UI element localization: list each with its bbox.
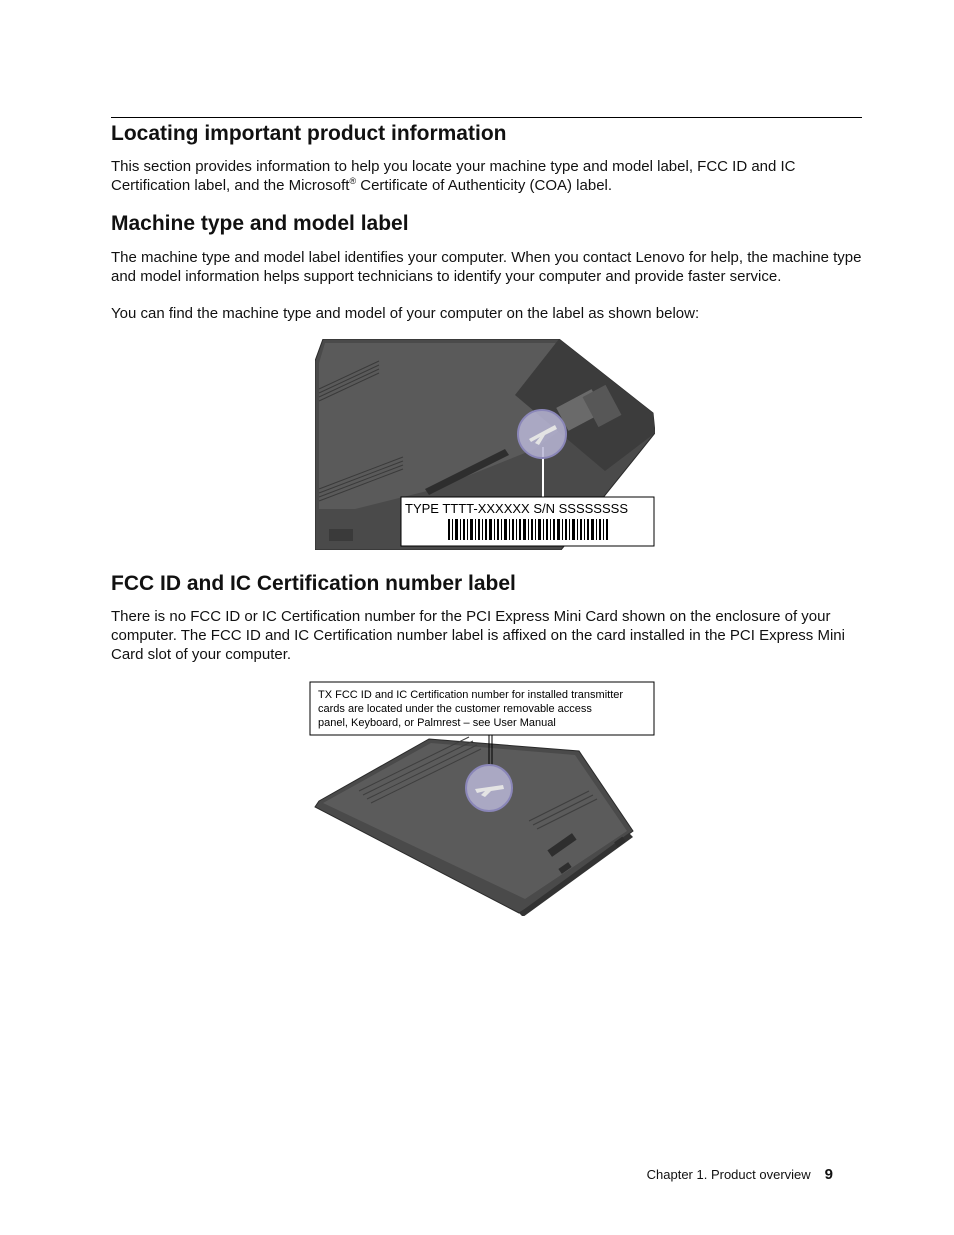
page-number: 9 bbox=[824, 1166, 833, 1183]
fcc-title: FCC ID and IC Certification number label bbox=[111, 572, 516, 595]
intro-text-part1: This section provides information to help you locate your machine type and model label, FCC ID and IC Certification label, and the Microsoft bbox=[111, 158, 796, 194]
fcc-callout-line-3: panel, Keyboard, or Palmrest – see User Manual bbox=[318, 717, 556, 729]
page-footer bbox=[647, 1166, 833, 1183]
fcc-callout-line-2: cards are located under the customer removable access bbox=[318, 703, 592, 715]
intro-text-part2: Certificate of Authenticity (COA) label. bbox=[356, 177, 613, 194]
fcc-paragraph: There is no FCC ID or IC Certification number for the PCI Express Mini Card shown on the enclosure of your computer. The FCC ID and IC Certification number label is affixed on the card installed in the PCI Express Mini Card slot of your computer. bbox=[111, 608, 845, 663]
machine-type-title: Machine type and model label bbox=[111, 212, 409, 235]
registered-mark: ® bbox=[349, 176, 357, 186]
section-title: Locating important product information bbox=[111, 122, 507, 145]
fcc-label-figure bbox=[309, 681, 655, 916]
machine-type-label-text: TYPE TTTT-XXXXXX S/N SSSSSSSS bbox=[405, 501, 628, 516]
machine-type-paragraph-2: You can find the machine type and model of your computer on the label as shown below: bbox=[111, 305, 700, 322]
machine-type-paragraph-1: The machine type and model label identifies your computer. When you contact Lenovo for help, the machine type and model information helps support technicians to identify your computer and provide faster service. bbox=[111, 249, 862, 285]
barcode bbox=[448, 519, 608, 540]
fcc-callout-line-1: TX FCC ID and IC Certification number for installed transmitter bbox=[318, 689, 624, 701]
header-rule bbox=[111, 117, 862, 118]
machine-type-label-figure bbox=[315, 339, 655, 550]
footer-chapter: Chapter 1. Product overview bbox=[646, 1167, 811, 1182]
section-intro bbox=[111, 157, 866, 195]
